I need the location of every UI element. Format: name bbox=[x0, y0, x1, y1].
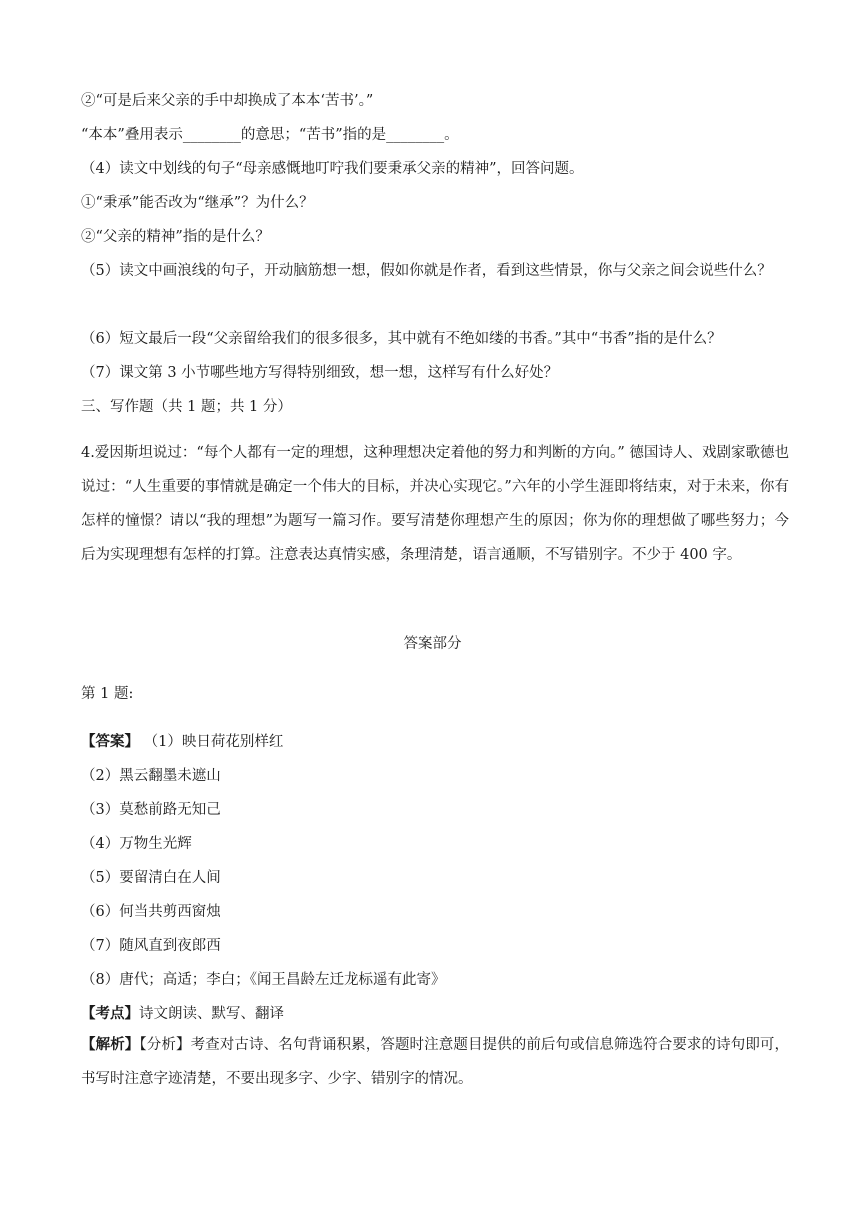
writing-question-4: 4.爱因斯坦说过：“每个人都有一定的理想，这种理想决定着他的努力和判断的方向。” 德国诗人、戏剧家歌德也说过：“人生重要的事情就是确定一个伟大的目标，并决心实现它。”六年的小学生涯即将结束，对于未来，你有怎样的憧憬？请以“我的理想”为题写一篇习作。要写清楚你理想产生的原因；你为你的理想做了哪些努力；今后为实现理想有怎样的打算。注意表达真情实感，条理清楚，语言通顺，不写错别字。不少于 400 字。 bbox=[81, 445, 789, 563]
answer-item-2: （2）黑云翻墨未遮山 bbox=[81, 768, 221, 784]
answer-line-1 bbox=[81, 732, 283, 752]
question-3-item-2: ②“可是后来父亲的手中却换成了本本‘苦书’。” bbox=[81, 93, 374, 109]
jiexi-paragraph bbox=[81, 1028, 789, 1096]
answer-item-4: （4）万物生光辉 bbox=[81, 836, 192, 852]
question-7: （7）课文第 3 小节哪些地方写得特别细致，想一想，这样写有什么好处？ bbox=[81, 365, 559, 381]
question-4-item-1: ①“秉承”能否改为“继承”？为什么？ bbox=[81, 195, 314, 211]
answer-tag: 【答案】 bbox=[81, 733, 139, 750]
answers-heading: 答案部分 bbox=[403, 636, 462, 652]
answer-item-1: （1）映日荷花别样红 bbox=[139, 734, 284, 750]
fenxi-tag: 【分析】 bbox=[139, 1037, 191, 1053]
answer-item-5: （5）要留清白在人间 bbox=[81, 870, 221, 886]
jiexi-text: 考查对古诗、名句背诵积累，答题时注意题目提供的前后句或信息筛选符合要求的诗句即可，书写时注意字迹清楚，不要出现多字、少字、错别字的情况。 bbox=[81, 1037, 790, 1087]
question-4-item-2: ②“父亲的精神”指的是什么？ bbox=[81, 229, 270, 245]
question-4: （4）读文中划线的句子“母亲感慨地叮咛我们要秉承父亲的精神”，回答问题。 bbox=[81, 161, 584, 177]
answer-item-8: （8）唐代；高适；李白；《闻王昌龄左迁龙标遥有此寄》 bbox=[81, 972, 446, 988]
answer-item-3: （3）莫愁前路无知己 bbox=[81, 802, 221, 818]
question-3-item-2-blank: “本本”叠用表示________的意思；“苦书”指的是________。 bbox=[81, 127, 459, 143]
question-6: （6）短文最后一段“父亲留给我们的很多很多，其中就有不绝如缕的书香。”其中“书香”指的是什么？ bbox=[81, 331, 722, 347]
kaodian-tag: 【考点】 bbox=[81, 1005, 139, 1022]
kaodian-line bbox=[81, 1004, 284, 1024]
answer-question-1-label: 第 1 题: bbox=[81, 686, 134, 702]
answer-item-6: （6）何当共剪西窗烛 bbox=[81, 904, 221, 920]
answer-item-7: （7）随风直到夜郎西 bbox=[81, 938, 221, 954]
kaodian-text: 诗文朗读、默写、翻译 bbox=[139, 1006, 284, 1022]
section-3-title: 三、写作题（共 1 题；共 1 分） bbox=[81, 399, 292, 415]
question-5: （5）读文中画浪线的句子，开动脑筋想一想，假如你就是作者，看到这些情景，你与父亲之间会说些什么？ bbox=[81, 263, 772, 279]
jiexi-tag: 【解析】 bbox=[81, 1036, 140, 1053]
